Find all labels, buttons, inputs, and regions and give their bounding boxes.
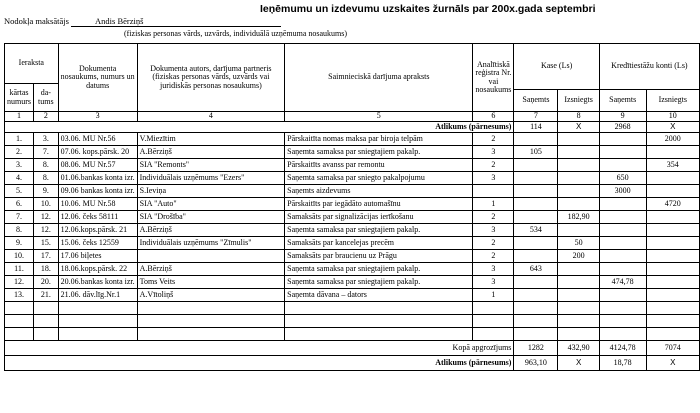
cell-desc: Pārskaitīta nomas maksa par biroja telpām bbox=[285, 132, 473, 145]
cell-desc: Pārskaitīts avanss par remontu bbox=[285, 158, 473, 171]
journal-row bbox=[5, 197, 700, 210]
cell-reg: 1 bbox=[473, 288, 514, 301]
cell-day: 17. bbox=[34, 249, 59, 262]
cell-partner bbox=[137, 327, 285, 340]
cell-bank-in: 474,78 bbox=[599, 275, 646, 288]
header-document: Dokumenta nosaukums, numurs un datums bbox=[58, 44, 137, 112]
cell-day: 7. bbox=[34, 145, 59, 158]
carry-forward-label: Atlikums (pārnesums) bbox=[5, 121, 514, 132]
cell-reg: 3 bbox=[473, 145, 514, 158]
carry-forward-row bbox=[5, 121, 700, 132]
cell-bank-in bbox=[599, 145, 646, 158]
journal-row bbox=[5, 223, 700, 236]
cell-cash-out bbox=[558, 288, 599, 301]
cell-doc: 08.06. MU Nr.57 bbox=[58, 158, 137, 171]
cell-day: 21. bbox=[34, 288, 59, 301]
cell-cash-in: 534 bbox=[514, 223, 558, 236]
cell-no: 7. bbox=[5, 210, 34, 223]
cell-day: 10. bbox=[34, 197, 59, 210]
cell-reg: 3 bbox=[473, 223, 514, 236]
cell-bank-in bbox=[599, 158, 646, 171]
cell-bank-out bbox=[646, 145, 699, 158]
journal-row bbox=[5, 249, 700, 262]
journal-row bbox=[5, 288, 700, 301]
cell-partner: S.Ieviņa bbox=[137, 184, 285, 197]
col-number: 2 bbox=[34, 112, 59, 122]
cell-cash-out bbox=[558, 314, 599, 327]
col-number: 6 bbox=[473, 112, 514, 122]
cell-doc: 09.06 bankas konta izr. bbox=[58, 184, 137, 197]
journal-footer bbox=[5, 340, 700, 370]
cell-partner: A.Bērziņš bbox=[137, 223, 285, 236]
cell-partner bbox=[137, 249, 285, 262]
journal-row bbox=[5, 132, 700, 145]
cell-cash-out: 200 bbox=[558, 249, 599, 262]
cell-partner bbox=[137, 301, 285, 314]
cell-bank-out bbox=[646, 327, 699, 340]
cell-cash-in bbox=[514, 184, 558, 197]
journal-row bbox=[5, 262, 700, 275]
col-number: 7 bbox=[514, 112, 558, 122]
cell-doc: 01.06.bankas konta izr. bbox=[58, 171, 137, 184]
cell-doc: 07.06. kops.pārsk. 20 bbox=[58, 145, 137, 158]
carry-forward-bank-paid: X bbox=[646, 121, 699, 132]
cell-reg: 2 bbox=[473, 210, 514, 223]
journal-row bbox=[5, 314, 700, 327]
cell-desc: Saņemta samaksa par sniegto pakalpojumu bbox=[285, 171, 473, 184]
balance-label: Atlikums (pārnesums) bbox=[5, 355, 514, 370]
cell-cash-in bbox=[514, 236, 558, 249]
cell-day: 20. bbox=[34, 275, 59, 288]
col-number: 8 bbox=[558, 112, 599, 122]
cell-cash-out bbox=[558, 171, 599, 184]
cell-cash-out bbox=[558, 327, 599, 340]
cell-doc: 10.06. MU Nr.58 bbox=[58, 197, 137, 210]
header-credit: Kredītiestāžu konti (Ls) bbox=[599, 44, 699, 90]
cell-day: 3. bbox=[34, 132, 59, 145]
cell-cash-out bbox=[558, 184, 599, 197]
cell-reg bbox=[473, 327, 514, 340]
cell-bank-out: 4720 bbox=[646, 197, 699, 210]
cell-bank-in bbox=[599, 197, 646, 210]
cell-cash-in bbox=[514, 314, 558, 327]
cell-partner: A.Bērziņš bbox=[137, 145, 285, 158]
cell-cash-in bbox=[514, 327, 558, 340]
cell-partner: Individuālais uzņēmums "Zīmulis" bbox=[137, 236, 285, 249]
cell-partner: V.Miezītim bbox=[137, 132, 285, 145]
cell-bank-in: 3000 bbox=[599, 184, 646, 197]
cell-bank-in bbox=[599, 210, 646, 223]
cell-no bbox=[5, 314, 34, 327]
cell-desc bbox=[285, 314, 473, 327]
cell-cash-out bbox=[558, 132, 599, 145]
cell-cash-out bbox=[558, 223, 599, 236]
totals-cash-received: 1282 bbox=[514, 340, 558, 355]
cell-cash-out: 50 bbox=[558, 236, 599, 249]
cell-cash-in bbox=[514, 197, 558, 210]
cell-cash-out: 182,90 bbox=[558, 210, 599, 223]
cell-bank-out: 354 bbox=[646, 158, 699, 171]
cell-day bbox=[34, 327, 59, 340]
cell-day bbox=[34, 314, 59, 327]
balance-cash-received: 963,10 bbox=[514, 355, 558, 370]
cell-desc: Saņemts aizdevums bbox=[285, 184, 473, 197]
header-cash-paid: Izsniegts bbox=[558, 90, 599, 112]
col-number: 9 bbox=[599, 112, 646, 122]
header-cash-received: Saņemts bbox=[514, 90, 558, 112]
cell-day: 12. bbox=[34, 223, 59, 236]
header-entry-date: da-tums bbox=[34, 84, 59, 112]
col-number: 4 bbox=[137, 112, 285, 122]
cell-partner: SIA "Remonts" bbox=[137, 158, 285, 171]
col-number: 5 bbox=[285, 112, 473, 122]
journal-row bbox=[5, 145, 700, 158]
cell-doc: 20.06.bankas konta izr. bbox=[58, 275, 137, 288]
journal-row bbox=[5, 184, 700, 197]
cell-reg: 3 bbox=[473, 275, 514, 288]
journal-row bbox=[5, 171, 700, 184]
cell-bank-in bbox=[599, 301, 646, 314]
totals-bank-received: 4124,78 bbox=[599, 340, 646, 355]
carry-forward-cash-paid: X bbox=[558, 121, 599, 132]
cell-cash-in: 643 bbox=[514, 262, 558, 275]
totals-cash-paid: 432,90 bbox=[558, 340, 599, 355]
cell-bank-out bbox=[646, 288, 699, 301]
cell-bank-out bbox=[646, 249, 699, 262]
cell-cash-in bbox=[514, 158, 558, 171]
cell-no: 2. bbox=[5, 145, 34, 158]
cell-doc: 17.06 biļetes bbox=[58, 249, 137, 262]
cell-cash-out bbox=[558, 158, 599, 171]
cell-reg bbox=[473, 184, 514, 197]
cell-doc: 21.06. dāv.līg.Nr.1 bbox=[58, 288, 137, 301]
cell-cash-out bbox=[558, 275, 599, 288]
cell-reg: 3 bbox=[473, 171, 514, 184]
journal-row bbox=[5, 301, 700, 314]
cell-day: 18. bbox=[34, 262, 59, 275]
cell-cash-in bbox=[514, 210, 558, 223]
cell-bank-out bbox=[646, 223, 699, 236]
cell-cash-in bbox=[514, 288, 558, 301]
cell-partner: SIA "Drošība" bbox=[137, 210, 285, 223]
tax-payer-label: Nodokļa maksātājs bbox=[4, 16, 69, 26]
tax-payer-hint: (fiziskas personas vārds, uzvārds, individuālā uzņēmuma nosaukums) bbox=[124, 29, 348, 38]
cell-no: 11. bbox=[5, 262, 34, 275]
cell-bank-in bbox=[599, 327, 646, 340]
cell-cash-in bbox=[514, 249, 558, 262]
journal-table bbox=[4, 43, 700, 371]
balance-cash-paid: X bbox=[558, 355, 599, 370]
cell-reg: 2 bbox=[473, 158, 514, 171]
balance-bank-paid: X bbox=[646, 355, 699, 370]
cell-reg: 3 bbox=[473, 262, 514, 275]
cell-bank-in bbox=[599, 288, 646, 301]
cell-no: 3. bbox=[5, 158, 34, 171]
cell-bank-out bbox=[646, 236, 699, 249]
cell-partner: A.Bērziņš bbox=[137, 262, 285, 275]
cell-partner: SIA "Auto" bbox=[137, 197, 285, 210]
cell-no: 9. bbox=[5, 236, 34, 249]
cell-day: 9. bbox=[34, 184, 59, 197]
cell-bank-out: 2000 bbox=[646, 132, 699, 145]
cell-reg: 1 bbox=[473, 197, 514, 210]
cell-no: 6. bbox=[5, 197, 34, 210]
cell-bank-in bbox=[599, 132, 646, 145]
cell-no: 5. bbox=[5, 184, 34, 197]
cell-doc bbox=[58, 327, 137, 340]
col-number: 3 bbox=[58, 112, 137, 122]
journal-body bbox=[5, 121, 700, 340]
cell-doc bbox=[58, 301, 137, 314]
cell-doc: 12.06.kops.pārsk. 21 bbox=[58, 223, 137, 236]
tax-payer-row bbox=[4, 16, 281, 27]
header-partner: Dokumenta autors, darījuma partneris (fiziskas personas vārds, uzvārds vai juridiskās personas nosaukums) bbox=[137, 44, 285, 112]
cell-desc: Saņemta samaksa par sniegtajiem pakalp. bbox=[285, 275, 473, 288]
cell-desc: Saņemta samaksa par sniegtajiem pakalp. bbox=[285, 262, 473, 275]
cell-doc: 12.06. čeks 58111 bbox=[58, 210, 137, 223]
cell-reg: 2 bbox=[473, 132, 514, 145]
cell-no: 10. bbox=[5, 249, 34, 262]
totals-row bbox=[5, 340, 700, 355]
cell-day bbox=[34, 301, 59, 314]
cell-cash-in bbox=[514, 171, 558, 184]
cell-bank-out bbox=[646, 301, 699, 314]
cell-bank-out bbox=[646, 210, 699, 223]
journal-row bbox=[5, 275, 700, 288]
cell-bank-in bbox=[599, 223, 646, 236]
tax-payer-value: Andis Bērziņš bbox=[71, 16, 281, 27]
cell-partner: Toms Veits bbox=[137, 275, 285, 288]
cell-bank-out bbox=[646, 171, 699, 184]
cell-desc: Saņemta dāvana – dators bbox=[285, 288, 473, 301]
cell-doc: 03.06. MU Nr.56 bbox=[58, 132, 137, 145]
cell-bank-in bbox=[599, 249, 646, 262]
cell-day: 12. bbox=[34, 210, 59, 223]
carry-forward-bank-received: 2968 bbox=[599, 121, 646, 132]
cell-day: 8. bbox=[34, 158, 59, 171]
cell-bank-in bbox=[599, 314, 646, 327]
carry-forward-cash-received: 114 bbox=[514, 121, 558, 132]
cell-no bbox=[5, 301, 34, 314]
cell-reg: 2 bbox=[473, 236, 514, 249]
cell-bank-in bbox=[599, 262, 646, 275]
journal-title: Ieņēmumu un izdevumu uzskaites žurnāls par 200x.gada septembri bbox=[260, 3, 596, 15]
cell-no: 1. bbox=[5, 132, 34, 145]
cell-desc bbox=[285, 301, 473, 314]
cell-desc: Pārskaitīts par iegādāto automašīnu bbox=[285, 197, 473, 210]
cell-cash-out bbox=[558, 197, 599, 210]
cell-no: 13. bbox=[5, 288, 34, 301]
cell-cash-in bbox=[514, 301, 558, 314]
cell-cash-out bbox=[558, 301, 599, 314]
cell-bank-out bbox=[646, 262, 699, 275]
cell-doc: 15.06. čeks 12559 bbox=[58, 236, 137, 249]
totals-label: Kopā apgrozījums bbox=[5, 340, 514, 355]
cell-no bbox=[5, 327, 34, 340]
cell-partner: Individuālais uzņēmums "Ezers" bbox=[137, 171, 285, 184]
cell-partner: A.Vītoliņš bbox=[137, 288, 285, 301]
totals-bank-paid: 7074 bbox=[646, 340, 699, 355]
cell-day: 8. bbox=[34, 171, 59, 184]
journal-row bbox=[5, 158, 700, 171]
header-cash: Kase (Ls) bbox=[514, 44, 599, 90]
header-entry-no: kārtas numurs bbox=[5, 84, 34, 112]
cell-cash-out bbox=[558, 262, 599, 275]
column-number-row bbox=[5, 112, 700, 122]
header-entry: Ieraksta bbox=[5, 44, 59, 84]
balance-bank-received: 18,78 bbox=[599, 355, 646, 370]
cell-no: 8. bbox=[5, 223, 34, 236]
journal-row bbox=[5, 327, 700, 340]
cell-desc: Saņemta samaksa par sniegtajiem pakalp. bbox=[285, 223, 473, 236]
header-bank-paid: Izsniegts bbox=[646, 90, 699, 112]
header-description: Saimnieciskā darījuma apraksts bbox=[285, 44, 473, 112]
cell-desc: Saņemta samaksa par sniegtajiem pakalp. bbox=[285, 145, 473, 158]
header-bank-received: Saņemts bbox=[599, 90, 646, 112]
cell-reg: 2 bbox=[473, 249, 514, 262]
cell-doc bbox=[58, 314, 137, 327]
header-register: Analītiskā reģistra Nr. vai nosaukums bbox=[473, 44, 514, 112]
col-number: 1 bbox=[5, 112, 34, 122]
balance-row bbox=[5, 355, 700, 370]
cell-bank-in: 650 bbox=[599, 171, 646, 184]
cell-desc: Samaksāts par braucienu uz Prāgu bbox=[285, 249, 473, 262]
cell-no: 12. bbox=[5, 275, 34, 288]
cell-desc: Samaksāts par kancelejas precēm bbox=[285, 236, 473, 249]
cell-desc: Samaksāts par signalizācijas ierīkošanu bbox=[285, 210, 473, 223]
cell-cash-in bbox=[514, 132, 558, 145]
journal-row bbox=[5, 236, 700, 249]
cell-reg bbox=[473, 301, 514, 314]
cell-cash-out bbox=[558, 145, 599, 158]
cell-bank-in bbox=[599, 236, 646, 249]
cell-doc: 18.06.kops.pārsk. 22 bbox=[58, 262, 137, 275]
cell-bank-out bbox=[646, 184, 699, 197]
cell-bank-out bbox=[646, 275, 699, 288]
cell-desc bbox=[285, 327, 473, 340]
cell-partner bbox=[137, 314, 285, 327]
journal-header bbox=[5, 44, 700, 122]
cell-day: 15. bbox=[34, 236, 59, 249]
journal-row bbox=[5, 210, 700, 223]
cell-bank-out bbox=[646, 314, 699, 327]
cell-cash-in bbox=[514, 275, 558, 288]
cell-no: 4. bbox=[5, 171, 34, 184]
cell-reg bbox=[473, 314, 514, 327]
cell-cash-in: 105 bbox=[514, 145, 558, 158]
col-number: 10 bbox=[646, 112, 699, 122]
